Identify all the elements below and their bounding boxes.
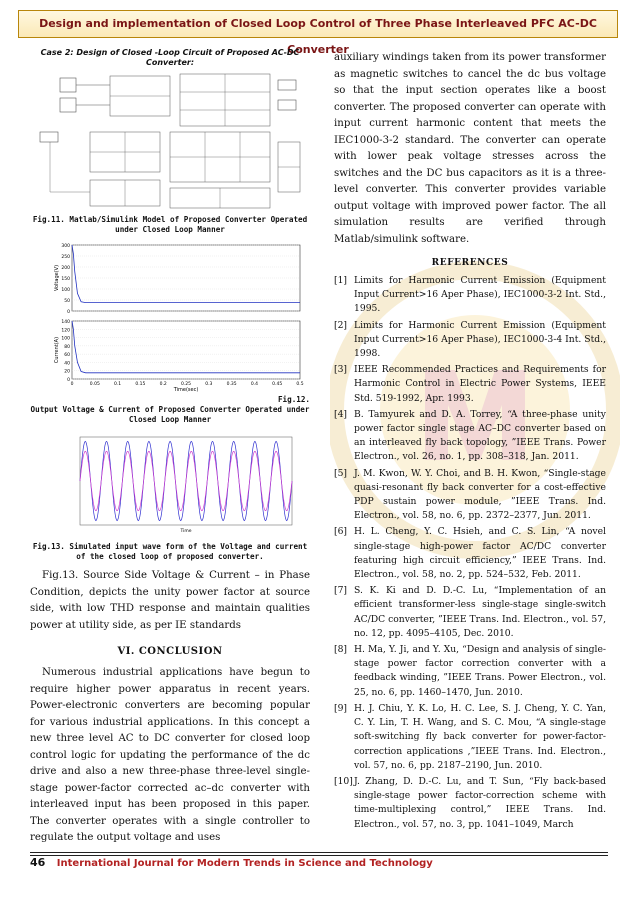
- references-list: [334, 274, 606, 832]
- y-tick-label: 100: [61, 288, 70, 293]
- reference-text: J. Zhang, D. D.-C. Lu, and T. Sun, “Fly back-based single-stage power factor-correction scheme with time-multiplexing control,” IEEE Trans. Ind. Electron., vol. 57, no. 3, pp. 1041–1049, March: [354, 775, 606, 830]
- conclusion-continued: auxiliary windings taken from its power transformer as magnetic switches to cancel the dc bus voltage so that the input section operates like a boost converter. The proposed converter can operate with input current harmonic content that meets the IEC1000-3-2 standard. The converter can operate with lower peak voltage stresses across the switches and the DC bus capacitors as it is a three-level converter. This converter provides variable output voltage with improved power factor. The all simulation results are verified through Matlab/simulink software.: [334, 52, 606, 245]
- x-tick-label: 0.15: [135, 382, 146, 387]
- reference-item: [334, 408, 606, 465]
- conclusion-heading: VI. CONCLUSION: [117, 646, 223, 657]
- y-tick-label: 60: [64, 353, 70, 359]
- y-axis-label: Current(A): [54, 336, 60, 364]
- reference-item: [334, 467, 606, 524]
- y-axis-label: Voltage(V): [54, 264, 60, 292]
- reference-number: [8]: [334, 644, 348, 656]
- reference-text: Limits for Harmonic Current Emission (Equipment Input Current>16 Aper Phase), IEC1000-3-2 Int. Std., 1995.: [354, 275, 606, 315]
- y-tick-label: 0: [67, 378, 70, 383]
- reference-number: [3]: [334, 364, 348, 376]
- journal-header: Design and implementation of Closed Loop Control of Three Phase Interleaved PFC AC-DC Converter: [18, 10, 618, 38]
- reference-text: Limits for Harmonic Current Emission (Equipment Input Current>16 Aper Phase), IEC1000-3-4 Int. Std., 1998.: [354, 319, 606, 360]
- reference-text: H. Ma, Y. Ji, and Y. Xu, “Design and analysis of single-stage power factor correction converter with a feedback winding, ”IEEE Trans. Power Electron., vol. 25, no. 6, pp. 1460–1470, Jun. 2010.: [354, 644, 606, 698]
- x-tick-label: 0.35: [226, 382, 237, 387]
- reference-item: [334, 525, 606, 582]
- reference-text: J. M. Kwon, W. Y. Choi, and B. H. Kwon, “Single-stage quasi-resonant fly back converter for a cost-effective PDP sustain power module, ”IEEE Trans. Ind. Electron., vol. 58, no. 6, pp. 2372–2377, Jun. 2011.: [354, 467, 606, 522]
- current-plot: [54, 319, 304, 393]
- y-tick-label: 300: [61, 244, 70, 249]
- reference-item: [334, 775, 606, 832]
- y-tick-label: 40: [64, 361, 70, 367]
- reference-number: [10]: [334, 775, 353, 787]
- y-tick-label: 150: [61, 277, 70, 282]
- fig13-waveform: [30, 431, 310, 539]
- fig12-plot-area: [30, 239, 310, 393]
- fig12-caption: [30, 395, 310, 425]
- x-tick-label: 0.4: [250, 382, 258, 387]
- left-column: [30, 48, 310, 847]
- y-tick-label: 0: [67, 310, 70, 315]
- reference-item: [334, 274, 606, 317]
- x-tick-label: 0.05: [89, 382, 100, 387]
- fig11-caption: Fig.11. Matlab/Simulink Model of Proposed Converter Operated under Closed Loop Manner: [32, 215, 308, 234]
- x-tick-label: 0.25: [180, 382, 192, 387]
- reference-number: [9]: [334, 702, 348, 714]
- simulink-schematic: [30, 72, 310, 212]
- references-heading: REFERENCES: [431, 258, 509, 268]
- fig12-caption-text: Output Voltage & Current of Proposed Converter Operated under Closed Loop Manner: [30, 405, 310, 424]
- case-title: Case 2: Design of Closed -Loop Circuit of Proposed AC-DC Converter:: [40, 48, 300, 67]
- x-tick-label: 0.3: [205, 382, 213, 387]
- x-tick-label: 0.5: [296, 382, 304, 387]
- reference-number: [2]: [334, 319, 348, 331]
- fig11-simulink-model: [30, 72, 310, 212]
- fig12-charts: [30, 239, 310, 393]
- footer-rule: [30, 852, 608, 853]
- x-axis-label: Time(sec): [173, 387, 199, 393]
- page-number: 46: [30, 856, 46, 869]
- x-axis-label: Time: [180, 529, 192, 534]
- y-tick-label: 50: [64, 299, 70, 304]
- reference-item: [334, 319, 606, 362]
- y-tick-label: 140: [61, 320, 70, 325]
- x-tick-label: 0.2: [159, 382, 167, 387]
- reference-item: [334, 643, 606, 700]
- x-tick-label: 0: [70, 382, 74, 387]
- x-tick-label: 0.45: [272, 382, 283, 387]
- reference-text: H. J. Chiu, Y. K. Lo, H. C. Lee, S. J. Cheng, Y. C. Yan, C. Y. Lin, T. H. Wang, and S. C. Mou, “A single-stage soft-switching fly back converter for power-factor-correction applications ,”IEEE Trans. Ind. Electron., vol. 57, no. 6, pp. 2187–2190, Jun. 2010.: [354, 702, 606, 771]
- y-tick-label: 250: [61, 255, 70, 260]
- journal-name: International Journal for Modern Trends in Science and Technology: [56, 858, 433, 869]
- reference-text: IEEE Recommended Practices and Requirements for Harmonic Control in Electric Power Systems, IEEE Std. 519-1992, Apr. 1993.: [354, 364, 606, 404]
- plot-frame: [72, 321, 300, 379]
- fig13-plot-area: [30, 431, 310, 539]
- reference-number: [7]: [334, 585, 348, 597]
- reference-number: [5]: [334, 467, 348, 479]
- y-tick-label: 20: [64, 369, 70, 375]
- y-tick-label: 80: [64, 344, 70, 350]
- reference-number: [4]: [334, 408, 348, 420]
- footer: [30, 856, 433, 869]
- y-tick-label: 100: [61, 336, 70, 342]
- reference-text: B. Tamyurek and D. A. Torrey, “A three-phase unity power factor single stage AC–DC converter based on an interleaved fly back topology, ”IEEE Trans. Power Electron., vol. 26, no. 1, pp. 308–318, Jan. 2011.: [354, 408, 606, 463]
- fig13-paragraph: Fig.13. Source Side Voltage & Current – in Phase Condition, depicts the unity power factor at source side, with low THD response and maintain qualities power at utility side, as per IE standards: [30, 570, 310, 631]
- y-tick-label: 120: [61, 328, 70, 334]
- reference-number: [1]: [334, 275, 348, 286]
- reference-number: [6]: [334, 526, 348, 538]
- reference-item: [334, 363, 606, 406]
- fig12-label: Fig.12.: [277, 395, 310, 404]
- conclusion-paragraph: Numerous industrial applications have begun to require higher power apparatus in recent years. Power-electronic converters are becoming popular for various industrial applications. In this concept a new three level AC to DC converter for closed loop control logic for updating the performance of the dc drive and also a new three-phase three-level single-stage power-factor corrected ac–dc converter with interleaved input has been proposed in this paper. The converter operates with a single controller to regulate the output voltage and uses: [30, 667, 310, 843]
- reference-item: [334, 584, 606, 641]
- reference-item: [334, 702, 606, 773]
- x-tick-label: 0.1: [114, 382, 122, 387]
- reference-text: H. L. Cheng, Y. C. Hsieh, and C. S. Lin, “A novel single-stage high-power factor AC/DC converter featuring high circuit efficiency,” IEEE Trans. Ind. Electron., vol. 58, no. 2, pp. 524–532, Feb. 2011.: [354, 526, 606, 581]
- voltage-plot: [54, 243, 300, 315]
- reference-text: S. K. Ki and D. D.-C. Lu, “Implementation of an efficient transformer-less single-stage single-switch AC/DC converter, ”IEEE Trans. Ind. Electron., vol. 57, no. 12, pp. 4095–4105, Dec. 2010.: [354, 585, 606, 639]
- fig13-caption: Fig.13. Simulated input wave form of the Voltage and current of the closed loop of proposed converter.: [32, 542, 308, 561]
- right-column: [334, 50, 606, 834]
- y-tick-label: 200: [61, 266, 70, 271]
